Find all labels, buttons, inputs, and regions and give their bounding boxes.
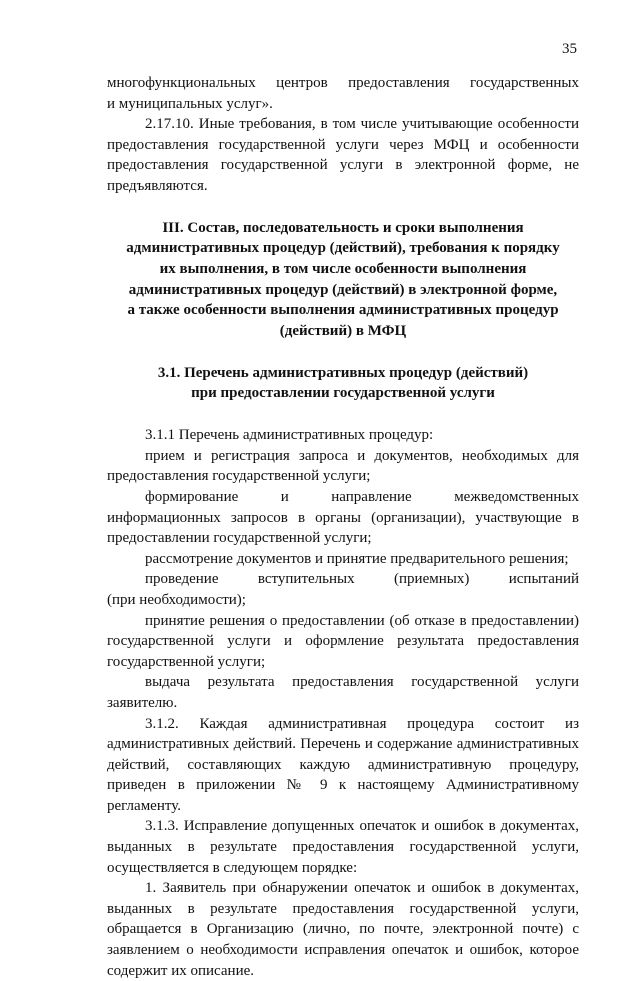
- page-number: 35: [562, 41, 577, 57]
- subsection-heading: [107, 363, 579, 404]
- section-heading-line: (действий) в МФЦ: [279, 323, 407, 340]
- document-body: [107, 73, 579, 981]
- paragraph: принятие решения о предоставлении (об отказе в предоставлении) государственной услуги и оформление результата предоставления государственной услуги;: [107, 612, 579, 670]
- subsection-heading-line: 3.1. Перечень административных процедур (действий): [157, 364, 529, 381]
- section-heading: [107, 218, 579, 342]
- paragraph-line: (при необходимости);: [107, 591, 246, 608]
- paragraph: 3.1.1 Перечень административных процедур:: [145, 427, 434, 444]
- paragraph: выдача результата предоставления государственной услуги заявителю.: [107, 674, 579, 711]
- subsection-heading-line: при предоставлении государственной услуги: [191, 385, 495, 402]
- section-heading-line: административных процедур (действий), требования к порядку: [126, 240, 560, 257]
- paragraph: 3.1.2. Каждая административная процедура состоит из административных действий. Перечень и содержание административных действий, составляющих каждую административную процедуру, приведен в приложении № 9 к настоящему Административному регламенту.: [107, 715, 579, 814]
- section-heading-line: а также особенности выполнения административных процедур: [127, 302, 559, 319]
- paragraph: 1. Заявитель при обнаружении опечаток и ошибок в документах, выданных в результате предоставления государственной услуги, обращается в Организацию (лично, по почте, электронной почте) с заявлением о необходимости исправления опечаток и ошибок, которое содержит их описание.: [107, 880, 579, 979]
- paragraph: 2.17.10. Иные требования, в том числе учитывающие особенности предоставления государственной услуги через МФЦ и особенности предоставления государственной услуги в электронной форме, не предъявляются.: [107, 116, 579, 194]
- section-heading-line: административных процедур (действий) в электронной форме,: [128, 281, 558, 298]
- section-heading-line: их выполнения, в том числе особенности выполнения: [159, 260, 527, 277]
- paragraph-line: многофункциональных центров предоставления государственных: [107, 75, 579, 91]
- paragraph: формирование и направление межведомственных информационных запросов в органы (организации), участвующие в предоставлении государственной услуги;: [107, 488, 579, 547]
- paragraph-line: проведение вступительных (приемных) испытаний: [145, 571, 579, 588]
- paragraph-line: и муниципальных услуг».: [107, 95, 273, 112]
- paragraph: прием и регистрация запроса и документов, необходимых для предоставления государственной услуги;: [107, 447, 579, 485]
- paragraph: рассмотрение документов и принятие предварительного решения;: [145, 550, 569, 567]
- paragraph: 3.1.3. Исправление допущенных опечаток и ошибок в документах, выданных в результате предоставления государственной услуги, осуществляется в следующем порядке:: [107, 818, 579, 876]
- section-heading-line: III. Состав, последовательность и сроки выполнения: [162, 219, 524, 236]
